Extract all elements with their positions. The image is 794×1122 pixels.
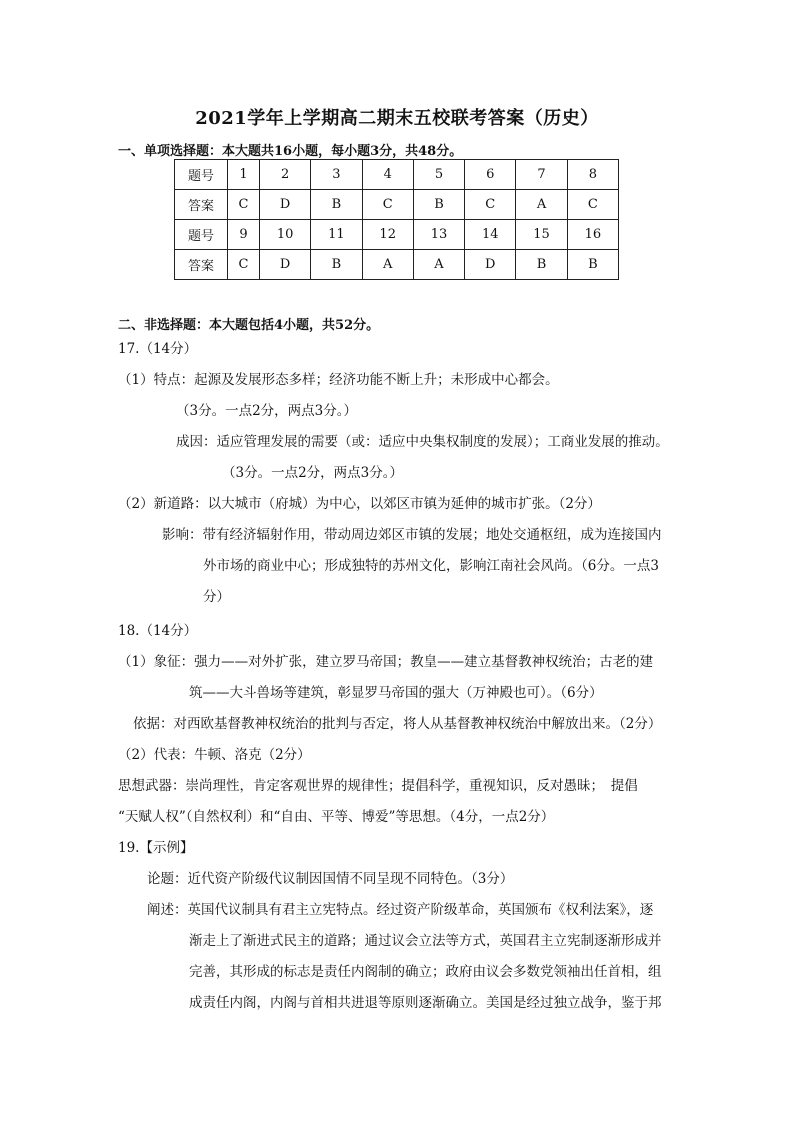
table-cell: 1 [228,160,260,190]
table-cell: 14 [465,220,516,250]
table-row [175,250,619,280]
table-cell: 3 [311,160,362,190]
answer-line: 筑——大斗兽场等建筑，彰显罗马帝国的强大（万神殿也可）。（6分） [189,685,603,701]
table-row [175,220,619,250]
row-label: 题号 [175,220,228,250]
table-cell: C [228,250,260,280]
table-cell: B [311,250,362,280]
table-cell: B [516,250,567,280]
table-row [175,160,619,190]
section-heading-essay: 二、非选择题：本大题包括4小题，共52分。 [118,318,380,333]
table-cell: B [311,190,362,220]
scoring-note: （3分。一点2分，两点3分。） [222,465,404,481]
table-cell: C [465,190,516,220]
table-cell: B [413,190,464,220]
table-cell: 8 [567,160,618,190]
answer-line: 影响：带有经济辐射作用，带动周边郊区市镇的发展；地处交通枢纽，成为连接国内 [162,527,662,543]
answer-line: 完善，其形成的标志是责任内阁制的确立；政府由议会多数党领袖出任首相，组 [189,964,662,980]
table-cell: 12 [362,220,413,250]
answer-line: 分） [203,589,230,605]
table-cell: 4 [362,160,413,190]
question-18-heading: 18.（14分） [118,623,198,639]
table-cell: D [465,250,516,280]
answer-table [174,159,619,280]
row-label: 题号 [175,160,228,190]
table-cell: 16 [567,220,618,250]
answer-line: 成责任内阁，内阁与首相共进退等原则逐渐确立。美国是经过独立战争，鉴于邦 [189,995,662,1011]
table-cell: C [567,190,618,220]
answer-line: 论题：近代资产阶级代议制因国情不同呈现不同特色。（3分） [147,871,514,887]
table-cell: 9 [228,220,260,250]
scoring-note: （3分。一点2分，两点3分。） [176,403,358,419]
table-cell: 13 [413,220,464,250]
table-cell: 10 [260,220,311,250]
page-title: 2021学年上学期高二期末五校联考答案（历史） [195,108,599,129]
answer-line: （1）特点：起源及发展形态多样；经济功能不断上升；未形成中心都会。 [118,372,559,388]
question-17-heading: 17.（14分） [118,341,198,357]
answer-line: 渐走上了渐进式民主的道路；通过议会立法等方式，英国君主立宪制逐渐形成并 [189,933,662,949]
answer-line: （1）象征：强力——对外扩张，建立罗马帝国；教皇——建立基督教神权统治；古老的建 [118,654,654,670]
table-cell: 15 [516,220,567,250]
answer-line: “天赋人权”（自然权利）和“自由、平等、博爱”等思想。（4分，一点2分） [118,809,555,825]
answer-line: 成因：适应管理发展的需要（或：适应中央集权制度的发展）；工商业发展的推动。 [176,434,669,450]
table-row [175,190,619,220]
table-cell: A [516,190,567,220]
question-19-heading: 19.【示例】 [118,840,194,856]
answer-line: （2）新道路：以大城市（府城）为中心，以郊区市镇为延伸的城市扩张。（2分） [118,496,601,512]
answer-line: 阐述：英国代议制具有君主立宪特点。经过资产阶级革命，英国颁布《权利法案》，逐 [147,902,654,918]
answer-line: （2）代表：牛顿、洛克（2分） [118,747,311,763]
table-cell: A [413,250,464,280]
table-cell: A [362,250,413,280]
table-cell: C [362,190,413,220]
table-cell: C [228,190,260,220]
table-cell: B [567,250,618,280]
table-cell: 2 [260,160,311,190]
table-cell: 6 [465,160,516,190]
section-heading-multiple-choice: 一、单项选择题：本大题共16小题，每小题3分，共48分。 [118,144,463,159]
table-cell: 7 [516,160,567,190]
answer-line: 依据：对西欧基督教神权统治的批判与否定，将人从基督教神权统治中解放出来。（2分） [133,716,662,732]
answer-line: 思想武器：崇尚理性，肯定客观世界的规律性；提倡科学，重视知识，反对愚昧； 提倡 [118,778,638,794]
table-cell: 11 [311,220,362,250]
table-cell: D [260,250,311,280]
row-label: 答案 [175,190,228,220]
table-cell: D [260,190,311,220]
table-cell: 5 [413,160,464,190]
answer-line: 外市场的商业中心；形成独特的苏州文化，影响江南社会风尚。（6分。一点3 [203,558,659,574]
row-label: 答案 [175,250,228,280]
